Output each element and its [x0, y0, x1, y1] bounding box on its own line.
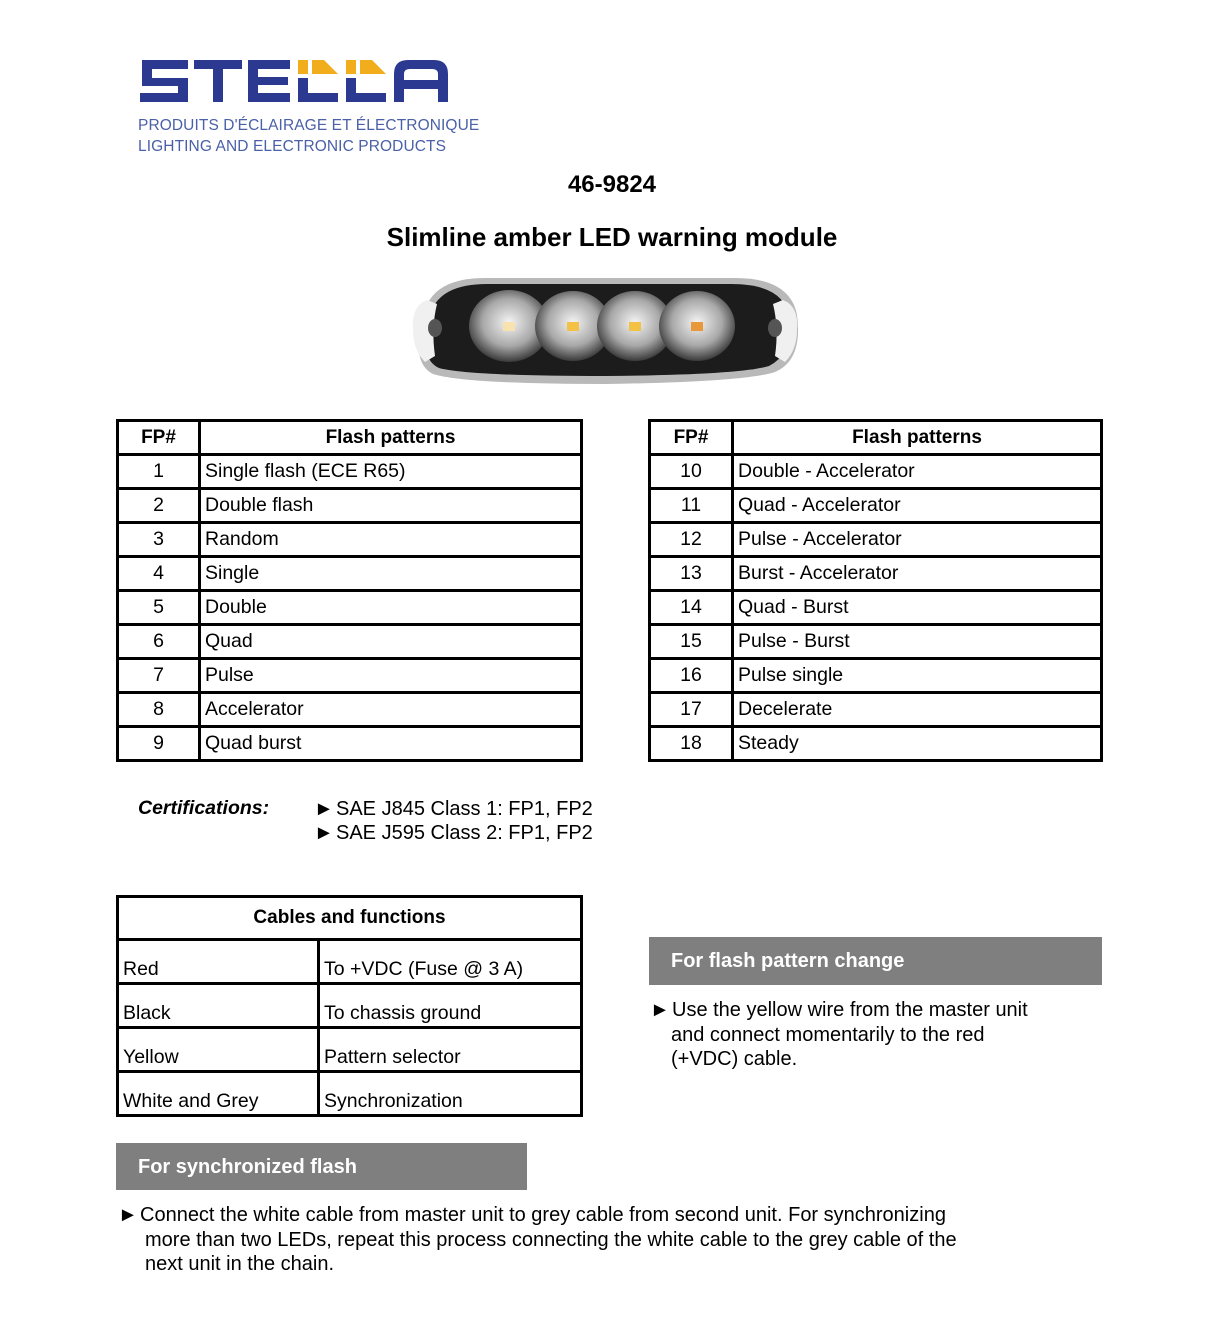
certifications-label: Certifications: [138, 797, 270, 819]
flash-pattern: Burst - Accelerator [733, 557, 1102, 591]
table-row [118, 591, 582, 625]
fp-number: 1 [118, 455, 200, 489]
flash-pattern: Accelerator [200, 693, 582, 727]
logo-letter-l1 [298, 78, 338, 102]
fp-number: 14 [650, 591, 733, 625]
product-photo [405, 270, 805, 395]
fp-number: 7 [118, 659, 200, 693]
part-number: 46-9824 [567, 171, 657, 198]
logo-letter-e [248, 60, 290, 102]
sync-instructions: ► Connect the white cable from master unit to grey cable from second unit. For synchronizing more than two LEDs, repeat this process connecting the white cable to the grey cable of the next unit in the chain. [118, 1204, 957, 1275]
logo-tagline-en: LIGHTING AND ELECTRONIC PRODUCTS [138, 138, 447, 155]
logo-gold-accent-1 [298, 60, 338, 74]
flash-pattern: Random [200, 523, 582, 557]
cable-function: To chassis ground [319, 984, 582, 1028]
certification-item: ► SAE J845 Class 1: FP1, FP2 [314, 798, 593, 820]
table-row [650, 659, 1102, 693]
stella-logo [138, 56, 458, 108]
flash-pattern: Double flash [200, 489, 582, 523]
flash-patterns-column-header: Flash patterns [733, 421, 1102, 455]
cable-color: Yellow [118, 1028, 319, 1072]
table-row [650, 489, 1102, 523]
flash-pattern: Decelerate [733, 693, 1102, 727]
bullet-arrow-icon: ► [314, 822, 334, 844]
fp-number: 10 [650, 455, 733, 489]
table-row [650, 625, 1102, 659]
bullet-arrow-icon: ► [650, 999, 670, 1021]
table-row [650, 693, 1102, 727]
table-header-row [650, 421, 1102, 455]
flash-pattern: Quad burst [200, 727, 582, 761]
flash-pattern: Double [200, 591, 582, 625]
table-row [118, 625, 582, 659]
table-row [118, 727, 582, 761]
flash-patterns-table-left [116, 419, 583, 762]
table-row [650, 523, 1102, 557]
flash-pattern: Quad - Burst [733, 591, 1102, 625]
table-row [118, 693, 582, 727]
cables-header: Cables and functions [118, 897, 582, 940]
fp-column-header: FP# [118, 421, 200, 455]
logo-gold-accent-2 [346, 60, 386, 74]
cable-function: To +VDC (Fuse @ 3 A) [319, 940, 582, 984]
fp-number: 4 [118, 557, 200, 591]
cable-function: Pattern selector [319, 1028, 582, 1072]
cable-color: White and Grey [118, 1072, 319, 1116]
table-row [118, 1028, 582, 1072]
table-row [650, 455, 1102, 489]
cable-color: Red [118, 940, 319, 984]
bullet-arrow-icon: ► [118, 1204, 138, 1226]
fp-number: 11 [650, 489, 733, 523]
table-row [118, 984, 582, 1028]
fp-number: 8 [118, 693, 200, 727]
flash-pattern: Quad [200, 625, 582, 659]
table-row [650, 727, 1102, 761]
fp-number: 16 [650, 659, 733, 693]
logo-letter-t [194, 60, 242, 102]
logo-tagline-fr: PRODUITS D'ÉCLAIRAGE ET ÉLECTRONIQUE [138, 117, 480, 134]
certification-item: ► SAE J595 Class 2: FP1, FP2 [314, 822, 593, 844]
fp-number: 13 [650, 557, 733, 591]
logo-letter-l2 [346, 78, 386, 102]
fp-number: 12 [650, 523, 733, 557]
table-row [118, 455, 582, 489]
table-row [118, 523, 582, 557]
flash-pattern: Pulse - Burst [733, 625, 1102, 659]
fp-number: 9 [118, 727, 200, 761]
flash-pattern: Pulse single [733, 659, 1102, 693]
logo-letter-a [394, 60, 448, 102]
table-row [118, 940, 582, 984]
flash-change-heading: For flash pattern change [649, 937, 1102, 985]
flash-pattern: Single [200, 557, 582, 591]
flash-pattern: Pulse - Accelerator [733, 523, 1102, 557]
fp-number: 2 [118, 489, 200, 523]
flash-pattern: Steady [733, 727, 1102, 761]
flash-pattern: Quad - Accelerator [733, 489, 1102, 523]
bullet-arrow-icon: ► [314, 798, 334, 820]
table-row [118, 557, 582, 591]
fp-number: 18 [650, 727, 733, 761]
table-row [650, 557, 1102, 591]
sync-heading: For synchronized flash [116, 1143, 527, 1190]
flash-pattern: Double - Accelerator [733, 455, 1102, 489]
logo-letter-s [140, 60, 188, 102]
page-title: Slimline amber LED warning module [386, 222, 838, 252]
fp-number: 6 [118, 625, 200, 659]
cable-color: Black [118, 984, 319, 1028]
table-header-row [118, 897, 582, 940]
flash-patterns-table-right [648, 419, 1103, 762]
table-row [118, 489, 582, 523]
table-row [118, 659, 582, 693]
fp-number: 17 [650, 693, 733, 727]
table-row [118, 1072, 582, 1116]
flash-pattern: Pulse [200, 659, 582, 693]
cable-function: Synchronization [319, 1072, 582, 1116]
fp-number: 5 [118, 591, 200, 625]
fp-number: 3 [118, 523, 200, 557]
table-row [650, 591, 1102, 625]
flash-patterns-column-header: Flash patterns [200, 421, 582, 455]
flash-change-instructions: ► Use the yellow wire from the master unit and connect momentarily to the red (+VDC) cable. [650, 999, 1028, 1070]
fp-number: 15 [650, 625, 733, 659]
fp-column-header: FP# [650, 421, 733, 455]
table-header-row [118, 421, 582, 455]
cables-functions-table [116, 895, 583, 1117]
flash-pattern: Single flash (ECE R65) [200, 455, 582, 489]
